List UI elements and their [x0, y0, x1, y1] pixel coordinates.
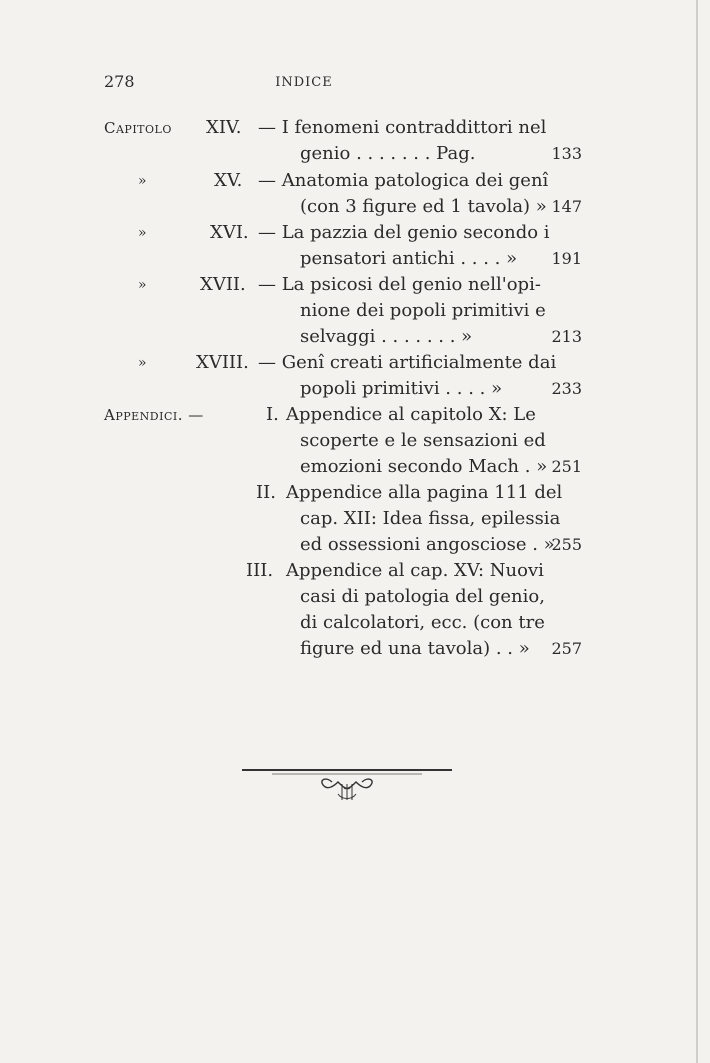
entry-page: 147 [551, 197, 582, 216]
entry-numeral: III. [246, 560, 274, 581]
entry-line: figure ed una tavola) . . » [300, 638, 530, 659]
entry-line: ed ossessioni angosciose . » [300, 534, 555, 555]
entry-line: casi di patologia del genio, [300, 586, 545, 607]
entry-line: selvaggi . . . . . . . » [300, 326, 473, 347]
entry-line: — Genî creati artificialmente dai [258, 352, 557, 373]
entry-line: di calcolatori, ecc. (con tre [300, 612, 545, 633]
entry-line: Appendice al capitolo X: Le [286, 404, 536, 425]
entry-lead: » [138, 225, 147, 241]
entry-line: genio . . . . . . . Pag. [300, 143, 476, 164]
entry-page: 255 [551, 535, 582, 554]
entry-line: — Anatomia patologica dei genî [258, 170, 549, 191]
entry-numeral: XVI. [210, 222, 249, 243]
entry-line: cap. XII: Idea fissa, epilessia [300, 508, 561, 529]
entry-line: Appendice alla pagina 111 del [286, 482, 563, 503]
entry-line: — I fenomeni contraddittori nel [258, 117, 547, 138]
running-title: INDICE [275, 75, 333, 90]
entry-line: pensatori antichi . . . . » [300, 248, 518, 269]
page-edge-line [696, 0, 698, 1063]
entry-page: 233 [551, 379, 582, 398]
entry-numeral: XV. [214, 170, 243, 191]
entry-lead: » [138, 277, 147, 293]
entry-line: emozioni secondo Mach . » [300, 456, 548, 477]
entry-line: Appendice al cap. XV: Nuovi [286, 560, 544, 581]
entry-page: 191 [551, 249, 582, 268]
entry-lead: Appendici. — [104, 406, 204, 424]
entry-line: — La pazzia del genio secondo i [258, 222, 550, 243]
entry-page: 133 [551, 144, 582, 163]
fleuron-ornament-icon [242, 764, 452, 804]
entry-line: scoperte e le sensazioni ed [300, 430, 546, 451]
entry-numeral: XIV. [206, 117, 242, 138]
entry-line: (con 3 figure ed 1 tavola) » [300, 196, 547, 217]
entry-line: — La psicosi del genio nell'opi- [258, 274, 541, 295]
entry-page: 213 [551, 327, 582, 346]
entry-lead: » [138, 173, 147, 189]
entry-numeral: I. [266, 404, 279, 425]
entry-page: 257 [551, 639, 582, 658]
entry-numeral: XVII. [200, 274, 246, 295]
entry-lead: Capitolo [104, 119, 172, 137]
entry-numeral: XVIII. [196, 352, 249, 373]
entry-page: 251 [551, 457, 582, 476]
page-number: 278 [104, 72, 135, 91]
entry-line: popoli primitivi . . . . » [300, 378, 503, 399]
entry-lead: » [138, 355, 147, 371]
entry-numeral: II. [256, 482, 276, 503]
entry-line: nione dei popoli primitivi e [300, 300, 546, 321]
